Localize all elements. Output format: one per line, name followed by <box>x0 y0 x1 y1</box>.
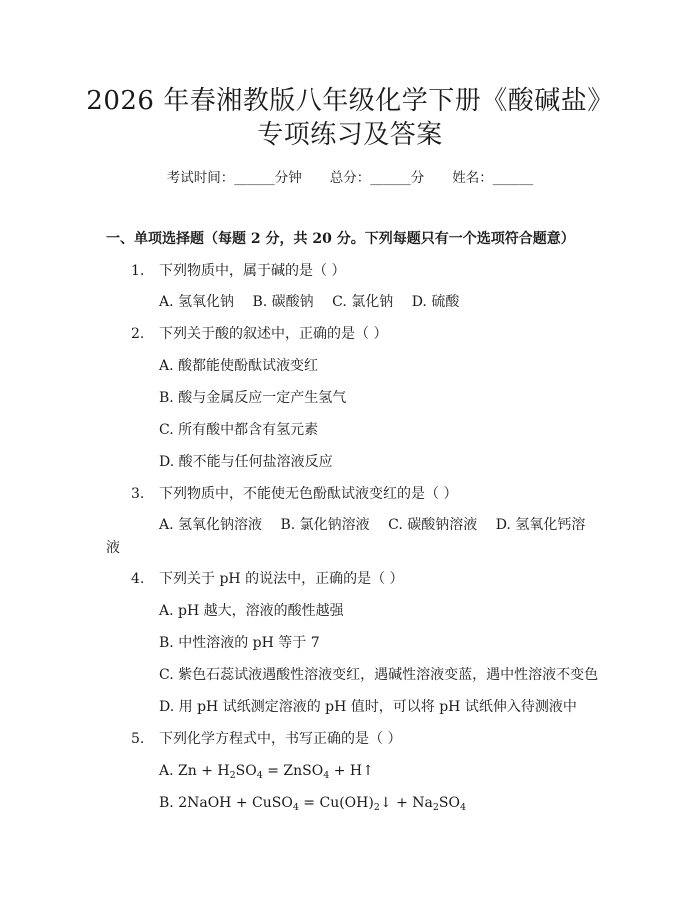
option-b <box>159 793 466 813</box>
page-title-line1: 2026 年春湘教版八年级化学下册《酸碱盐》 <box>86 86 614 116</box>
total-score-label: 总分：______分 <box>329 170 425 186</box>
question-number: 5. <box>131 731 145 747</box>
option-d: D. 用 pH 试纸测定溶液的 pH 值时，可以将 pH 试纸伸入待测液中 <box>159 699 577 715</box>
question-stem: 下列关于酸的叙述中，正确的是（ ） <box>159 326 388 342</box>
section-heading: 一、单项选择题（每题 2 分，共 20 分。下列每题只有一个选项符合题意） <box>106 231 575 247</box>
option-d: D. 硫酸 <box>411 294 460 310</box>
option-d: D. 酸不能与任何盐溶液反应 <box>159 454 333 470</box>
exam-time-label: 考试时间：______分钟 <box>166 170 302 186</box>
subscript: 2 <box>373 802 380 813</box>
question-3-options <box>159 515 585 535</box>
option-a: A. 氢氧化钠 <box>159 294 235 310</box>
exam-meta-row <box>0 168 700 188</box>
formula-part: ↓ + Na <box>379 795 433 811</box>
question-number: 2. <box>131 326 145 342</box>
subscript: 4 <box>323 770 330 781</box>
subscript: 4 <box>459 802 467 813</box>
name-label: 姓名：______ <box>452 170 534 186</box>
question-number: 1. <box>131 263 145 279</box>
question-stem: 下列关于 pH 的说法中，正确的是（ ） <box>159 571 404 587</box>
option-b: B. 中性溶液的 pH 等于 7 <box>159 635 320 651</box>
option-a <box>159 761 374 781</box>
question-stem: 下列化学方程式中，书写正确的是（ ） <box>159 731 402 747</box>
option-b: B. 碳酸钠 <box>252 294 314 310</box>
formula-part: A. Zn + H <box>159 763 230 779</box>
formula-part: = ZnSO <box>262 763 324 779</box>
subscript: 4 <box>292 802 299 813</box>
option-d: D. 氢氧化钙溶 <box>495 517 586 533</box>
option-a: A. 氢氧化钠溶液 <box>159 517 263 533</box>
subscript: 4 <box>256 770 263 781</box>
question-stem: 下列物质中，属于碱的是（ ） <box>159 263 346 279</box>
option-b: B. 酸与金属反应一定产生氢气 <box>159 390 347 406</box>
option-c: C. 所有酸中都含有氢元素 <box>159 422 319 438</box>
subscript: 2 <box>229 770 236 781</box>
question-1-options <box>159 292 473 312</box>
option-a: A. 酸都能使酚酞试液变红 <box>159 358 319 374</box>
formula-part: SO <box>438 795 460 811</box>
formula-part: SO <box>235 763 257 779</box>
question-stem: 下列物质中，不能使无色酚酞试液变红的是（ ） <box>159 486 458 502</box>
formula-part: B. 2NaOH + CuSO <box>159 795 293 811</box>
question-number: 3. <box>131 486 145 502</box>
formula-part: = Cu(OH) <box>298 795 374 811</box>
option-a: A. pH 越大，溶液的酸性越强 <box>159 603 344 619</box>
option-c: C. 碳酸钠溶液 <box>388 517 478 533</box>
option-d-wrap: 液 <box>106 540 120 556</box>
formula-part: + H↑ <box>329 763 374 779</box>
page-title-line2: 专项练习及答案 <box>257 120 443 150</box>
option-c: C. 氯化钠 <box>332 294 394 310</box>
option-b: B. 氯化钠溶液 <box>280 517 370 533</box>
subscript: 2 <box>432 802 439 813</box>
question-number: 4. <box>131 571 145 587</box>
option-c: C. 紫色石蕊试液遇酸性溶液变红，遇碱性溶液变蓝，遇中性溶液不变色 <box>159 667 599 683</box>
